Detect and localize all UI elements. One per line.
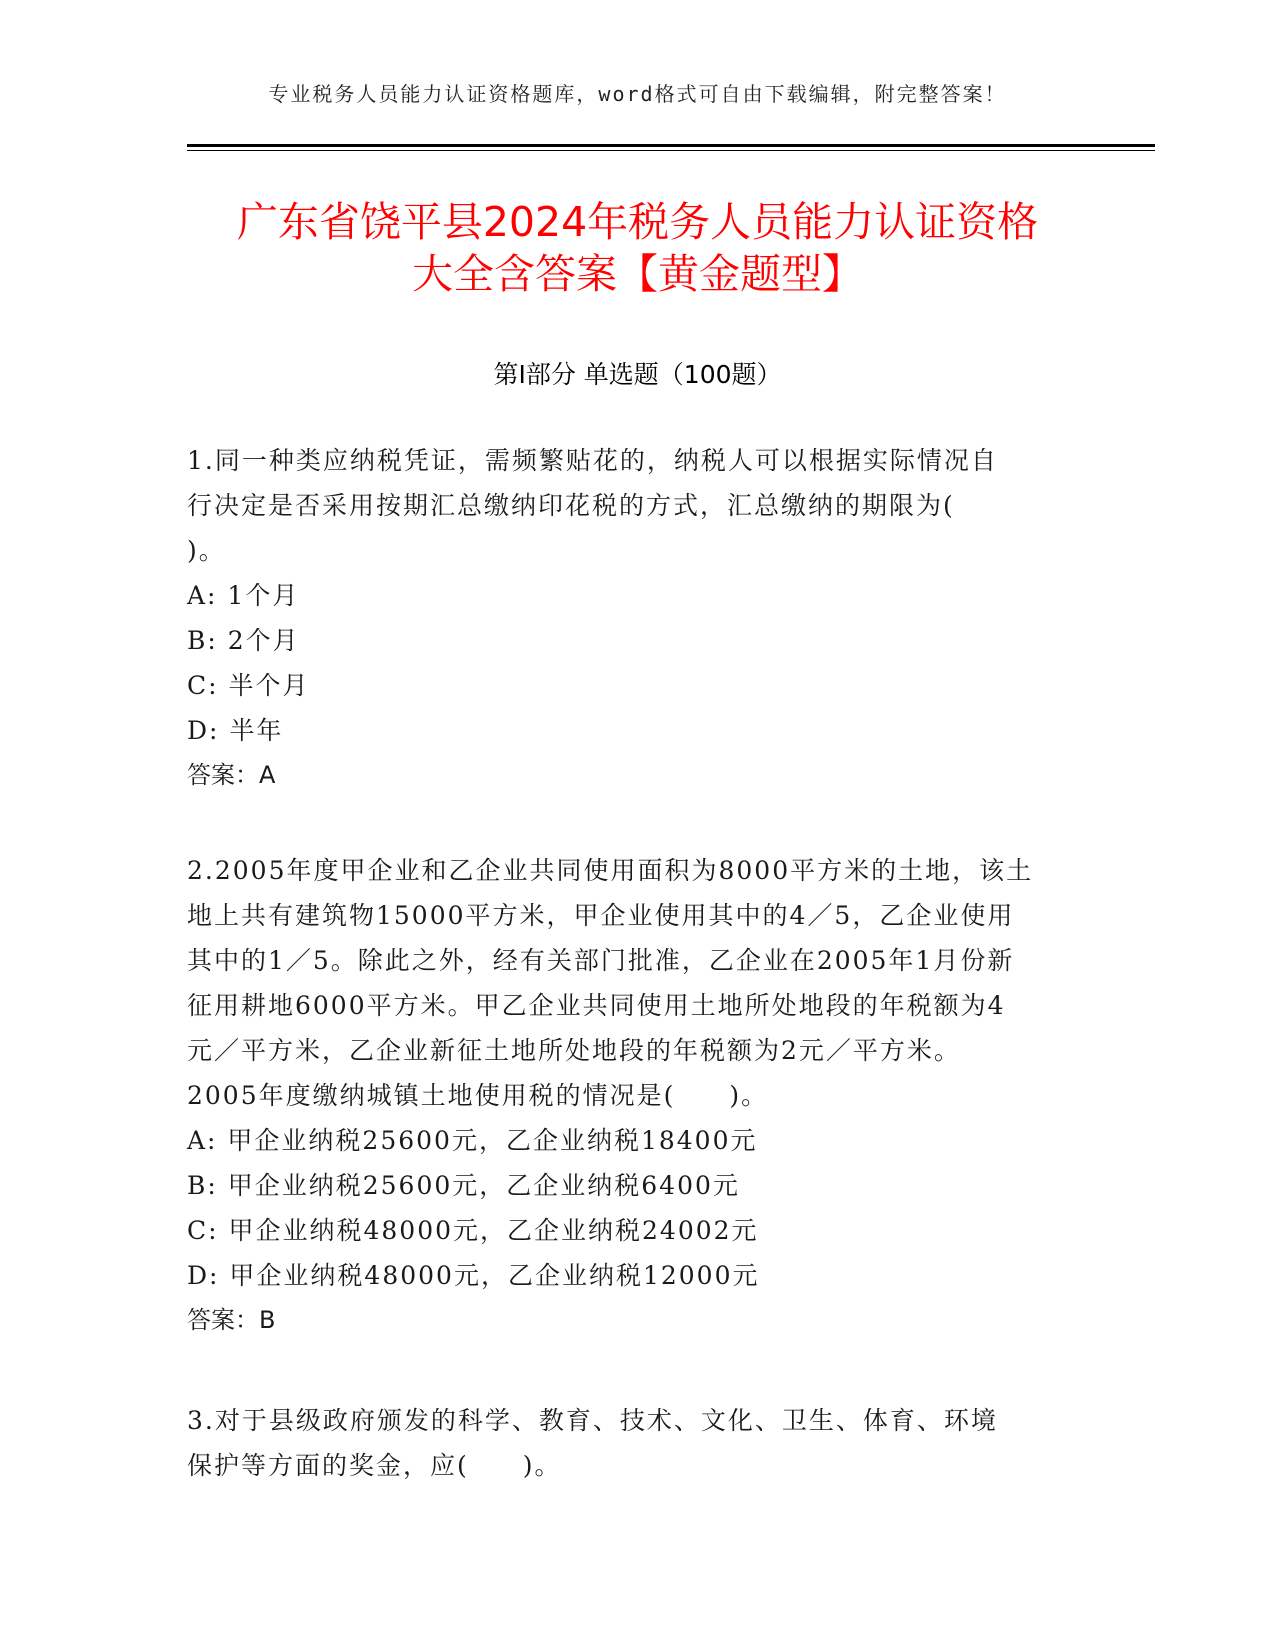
question-stem-line: 征用耕地6000平方米。甲乙企业共同使用土地所处地段的年税额为4 [187,991,1006,1020]
option-a: A: 甲企业纳税25600元，乙企业纳税18400元 [187,1126,758,1155]
document-title [150,196,1125,300]
option-c: C: 半个月 [187,671,310,700]
question-stem-line: 行决定是否采用按期汇总缴纳印花税的方式，汇总缴纳的期限为( [187,491,955,520]
question-1 [187,438,1087,798]
option-a: A: 1个月 [187,581,300,610]
question-stem-line: 2005年度缴纳城镇土地使用税的情况是( )。 [187,1081,769,1110]
option-b: B: 甲企业纳税25600元，乙企业纳税6400元 [187,1171,740,1200]
header-rule-thick [187,144,1155,147]
question-3 [187,1398,1087,1488]
option-d: D: 半年 [187,716,284,745]
question-stem-line: 保护等方面的奖金，应( )。 [187,1451,562,1480]
question-stem-line: 3.对于县级政府颁发的科学、教育、技术、文化、卫生、体育、环境 [187,1406,998,1435]
question-stem-line: 2.2005年度甲企业和乙企业共同使用面积为8000平方米的土地，该土 [187,856,1034,885]
document-title-line-1: 广东省饶平县2024年税务人员能力认证资格 [236,198,1039,246]
header-note: 专业税务人员能力认证资格题库，word格式可自由下载编辑，附完整答案！ [268,82,1007,106]
section-title: 第I部分 单选题（100题） [493,360,782,389]
question-stem-line: )。 [187,536,226,565]
question-stem-line: 地上共有建筑物15000平方米，甲企业使用其中的4／5，乙企业使用 [187,901,1015,930]
question-stem-line: 其中的1／5。除此之外，经有关部门批准，乙企业在2005年1月份新 [187,946,1015,975]
question-2 [187,848,1087,1343]
answer: 答案：B [187,1306,276,1334]
header-rule-thin [187,150,1155,151]
document-title-line-2: 大全含答案【黄金题型】 [412,250,863,298]
option-c: C: 甲企业纳税48000元，乙企业纳税24002元 [187,1216,759,1245]
option-b: B: 2个月 [187,626,300,655]
question-stem-line: 1.同一种类应纳税凭证，需频繁贴花的，纳税人可以根据实际情况自 [187,446,998,475]
option-d: D: 甲企业纳税48000元，乙企业纳税12000元 [187,1261,760,1290]
question-stem-line: 元／平方米，乙企业新征土地所处地段的年税额为2元／平方米。 [187,1036,961,1065]
answer: 答案：A [187,761,276,789]
